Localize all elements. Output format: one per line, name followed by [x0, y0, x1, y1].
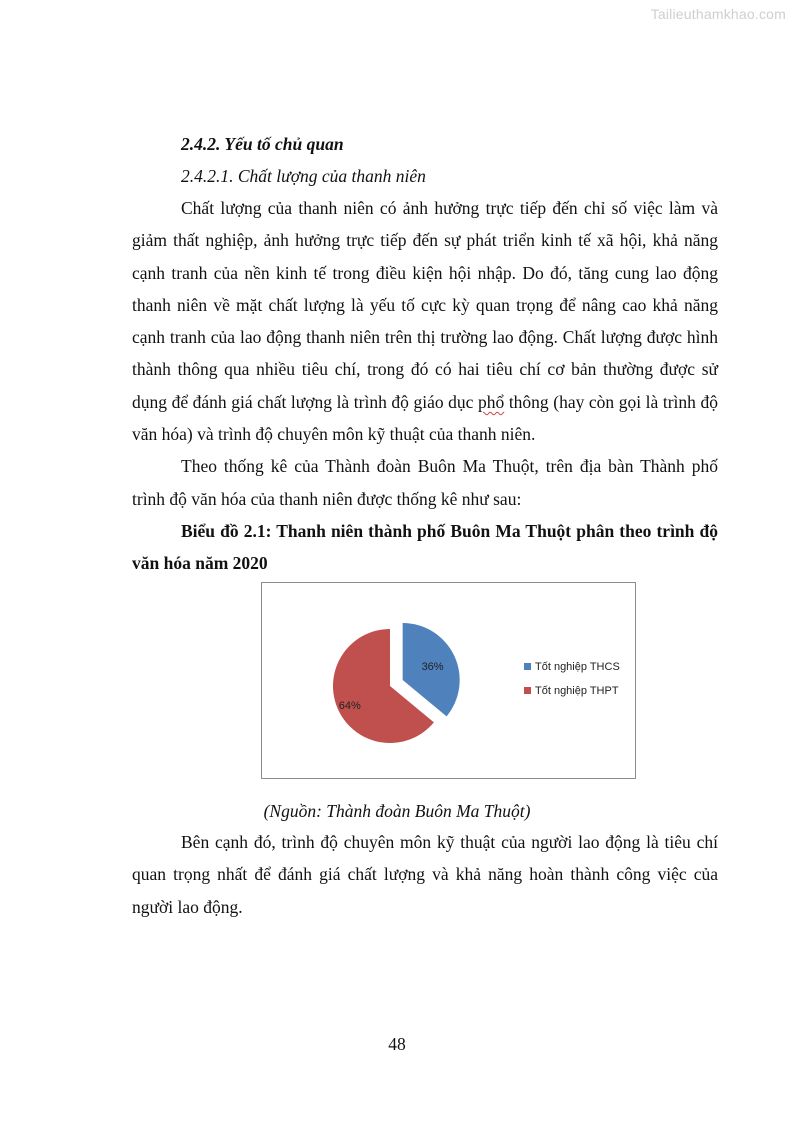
spellcheck-flagged-word: phổ	[478, 391, 505, 412]
page-number: 48	[388, 1034, 406, 1054]
paragraph-quality-part1: Chất lượng của thanh niên có ảnh hưởng trực tiếp đến chỉ số việc làm và giảm thất nghiệp, ảnh hưởng trực tiếp đến sự phát triển kinh tế xã hội, khả năng cạnh tranh của nền kinh tế trong điều kiện hội nhập. Do đó, tăng cung lao động thanh niên về mặt chất lượng là yếu tố cực kỳ quan trọng để nâng cao khả năng cạnh tranh của lao động thanh niên trên thị trường lao động. Chất lượng được hình thành thông qua nhiều tiêu chí, trong đó có hai tiêu chí cơ bản thường được sử dụng để đánh giá chất lượng là trình độ giáo dục	[132, 198, 718, 412]
paragraph-quality-part2: thông (hay còn gọi là trình độ văn hóa) và trình độ chuyên môn kỹ thuật của thanh niên.	[132, 391, 718, 445]
pie-data-label-2: 64%	[338, 699, 361, 712]
watermark: Tailieuthamkhao.com	[650, 6, 786, 22]
legend-swatch-1	[524, 663, 531, 670]
paragraph-technical: Bên cạnh đó, trình độ chuyên môn kỹ thuật của người lao động là tiêu chí quan trọng nhất để đánh giá chất lượng và khả năng hoàn thành công việc của người lao động.	[132, 832, 718, 917]
pie-chart-svg	[262, 583, 635, 778]
main-content	[132, 128, 718, 580]
legend-label-2: Tốt nghiệp THPT	[535, 685, 619, 697]
section-heading: 2.4.2. Yếu tố chủ quan	[181, 134, 344, 154]
figure-title: Biểu đồ 2.1: Thanh niên thành phố Buôn Ma Thuột phân theo trình độ văn hóa năm 2020	[132, 520, 718, 574]
pie-chart	[261, 582, 636, 779]
legend-swatch-2	[524, 687, 531, 694]
pie-data-label-1: 36%	[421, 660, 444, 673]
legend-label-1: Tốt nghiệp THCS	[535, 661, 620, 673]
paragraph-quality	[132, 192, 718, 450]
figure-source: (Nguồn: Thành đoàn Buôn Ma Thuột)	[263, 801, 531, 821]
subsection-heading: 2.4.2.1. Chất lượng của thanh niên	[181, 166, 426, 186]
main-content-continued	[132, 826, 718, 923]
paragraph-statistics: Theo thống kê của Thành đoàn Buôn Ma Thuột, trên địa bàn Thành phố trình độ văn hóa của thanh niên được thống kê như sau:	[132, 456, 718, 509]
